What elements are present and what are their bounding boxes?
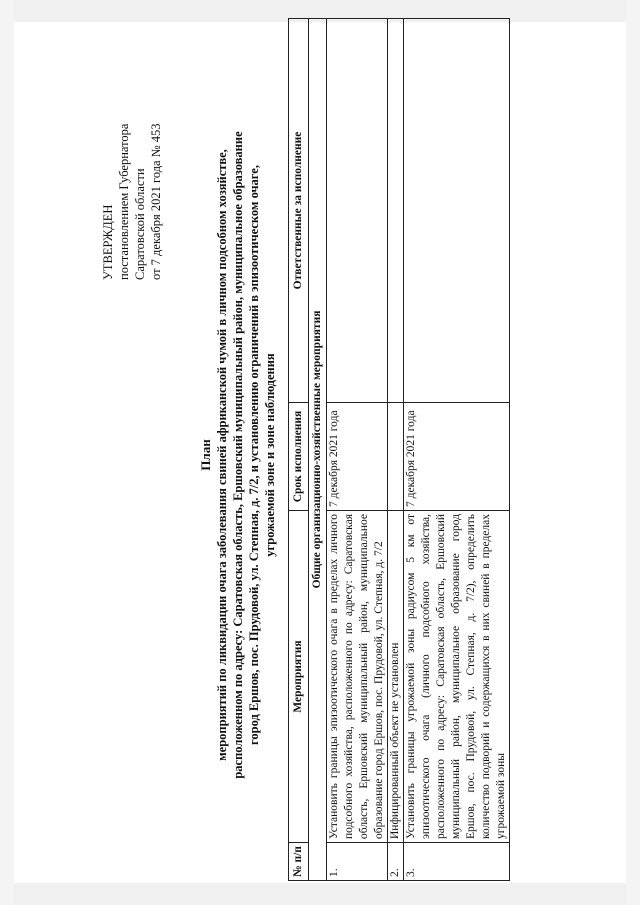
row-number: 3. bbox=[404, 843, 510, 881]
header-responsible: Ответственные за исполнение bbox=[289, 19, 309, 403]
row-number: 1. bbox=[327, 843, 388, 881]
row-term bbox=[388, 403, 404, 511]
approval-line-1: УТВЕРЖДЕН bbox=[101, 204, 115, 280]
title-line-1: мероприятий по ликвидации очага заболевания свиней африканской чумой в личном подсобном хозяйстве, bbox=[215, 149, 229, 761]
row-responsible bbox=[388, 19, 404, 403]
approval-line-4: от 7 декабря 2021 года № 453 bbox=[149, 123, 163, 280]
row-responsible bbox=[404, 19, 510, 403]
title-line-2: расположенном по адресу: Саратовская область, Ершовский муниципальный район, муниципальное образование bbox=[231, 131, 245, 779]
section-row bbox=[309, 19, 327, 881]
row-term: 7 декабря 2021 года bbox=[404, 403, 510, 511]
title-line-4: угрожаемой зоне и зоне наблюдения bbox=[263, 353, 277, 557]
approval-line-2: постановлением Губернатора bbox=[117, 123, 131, 280]
document-title bbox=[198, 45, 278, 865]
row-number: 2. bbox=[388, 843, 404, 881]
row-responsible bbox=[327, 19, 388, 403]
title-line-3: город Ершов, пос. Прудовой, ул. Степная, д. 7/2, и установлению ограничений в эпизоотическом очаге, bbox=[247, 165, 261, 745]
table-row bbox=[327, 19, 388, 881]
title-heading: План bbox=[198, 439, 213, 471]
row-measure: Инфицированный объект не установлен bbox=[388, 511, 404, 843]
header-measures: Мероприятия bbox=[289, 511, 309, 843]
header-term: Срок исполнения bbox=[289, 403, 309, 511]
section-title: Общие организационно-хозяйственные мероприятия bbox=[309, 19, 327, 881]
table-row bbox=[388, 19, 404, 881]
header-number: № п/п bbox=[289, 843, 309, 881]
row-measure: Установить границы эпизоотического очага в пределах личного подсобного хозяйства, расположенного по адресу: Саратовская область, Ершовский муниципальный район, муниципальное образование город Ершов, пос. Прудовой, ул. Степная, д. 7/2 bbox=[327, 511, 388, 843]
row-measure: Установить границы угрожаемой зоны радиусом 5 км от эпизоотического очага (личного подсобного хозяйства, расположенного по адресу: Саратовская область, Ершовский муниципальный район, муниципальное образование город Ершов, пос. Прудовой, ул. Степная, д. 7/2), определить количество подворий и содержащихся в них свиней в пределах угрожаемой зоны bbox=[404, 511, 510, 843]
measures-table bbox=[288, 18, 510, 881]
table-header-row bbox=[289, 19, 309, 881]
table-row bbox=[404, 19, 510, 881]
approval-stamp bbox=[100, 50, 164, 280]
approval-line-3: Саратовской области bbox=[133, 168, 147, 280]
row-term: 7 декабря 2021 года bbox=[327, 403, 388, 511]
